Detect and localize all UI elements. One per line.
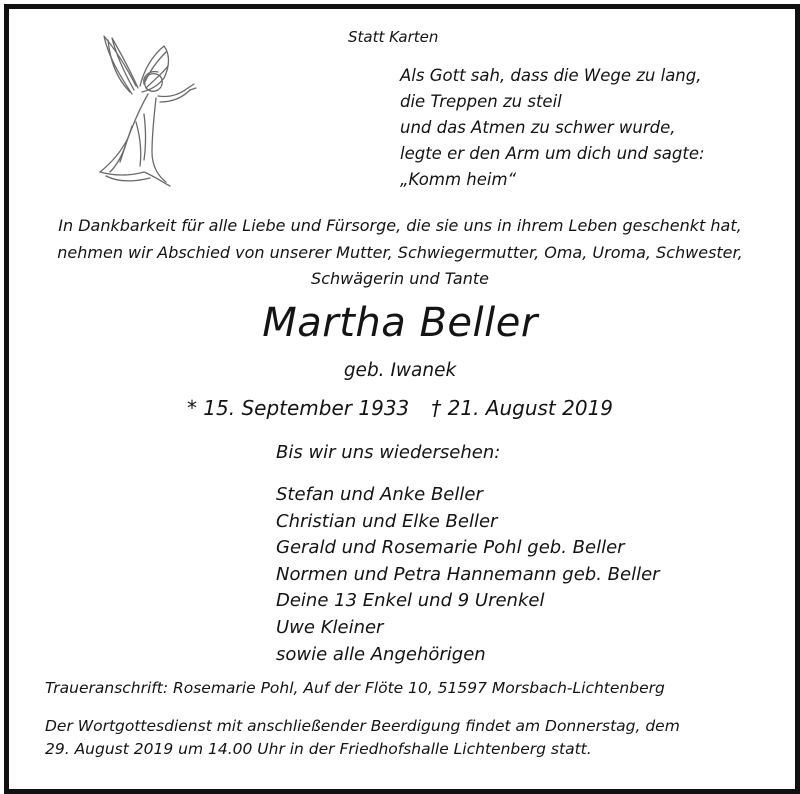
statt-karten-label: Statt Karten [348,28,439,46]
poem-line: und das Atmen zu schwer wurde, [400,118,676,137]
mourner-name: Gerald und Rosemarie Pohl geb. Beller [276,537,625,559]
service-line: Der Wortgottesdienst mit anschließender Beerdigung findet am Donnerstag, dem [45,717,680,735]
mourner-name: Christian und Elke Beller [276,510,498,532]
intro-line: nehmen wir Abschied von unserer Mutter, Schwiegermutter, Oma, Uroma, Schwester, [57,242,743,262]
poem-line: Als Gott sah, dass die Wege zu lang, [400,66,702,85]
mourner-name: Normen und Petra Hannemann geb. Beller [276,563,660,585]
life-dates [0,396,800,420]
deceased-name: Martha Beller [262,300,538,346]
service-line: 29. August 2019 um 14.00 Uhr in der Friedhofshalle Lichtenberg statt. [45,740,592,758]
intro-text [0,213,800,293]
angel-icon [70,26,205,198]
poem-line: „Komm heim“ [400,170,517,189]
service-info [45,715,680,761]
mourner-name: Deine 13 Enkel und 9 Urenkel [276,590,545,612]
intro-line: Schwägerin und Tante [311,269,489,288]
mourner-name: sowie alle Angehörigen [276,643,486,665]
birth-date: * 15. September 1933 [186,396,410,420]
poem [400,63,705,193]
mourners-heading: Bis wir uns wiedersehen: [276,442,501,463]
mourners-list [276,482,660,668]
mourner-name: Uwe Kleiner [276,616,384,638]
intro-line: In Dankbarkeit für alle Liebe und Fürsorge, die sie uns in ihrem Leben geschenkt hat, [58,216,742,235]
birth-name: geb. Iwanek [343,360,457,381]
poem-line: legte er den Arm um dich und sagte: [400,144,705,163]
poem-line: die Treppen zu steil [400,92,562,111]
mourning-address: Traueranschrift: Rosemarie Pohl, Auf der Flöte 10, 51597 Morsbach-Lichtenberg [45,679,665,697]
mourner-name: Stefan und Anke Beller [276,484,483,505]
death-date: † 21. August 2019 [431,396,614,420]
